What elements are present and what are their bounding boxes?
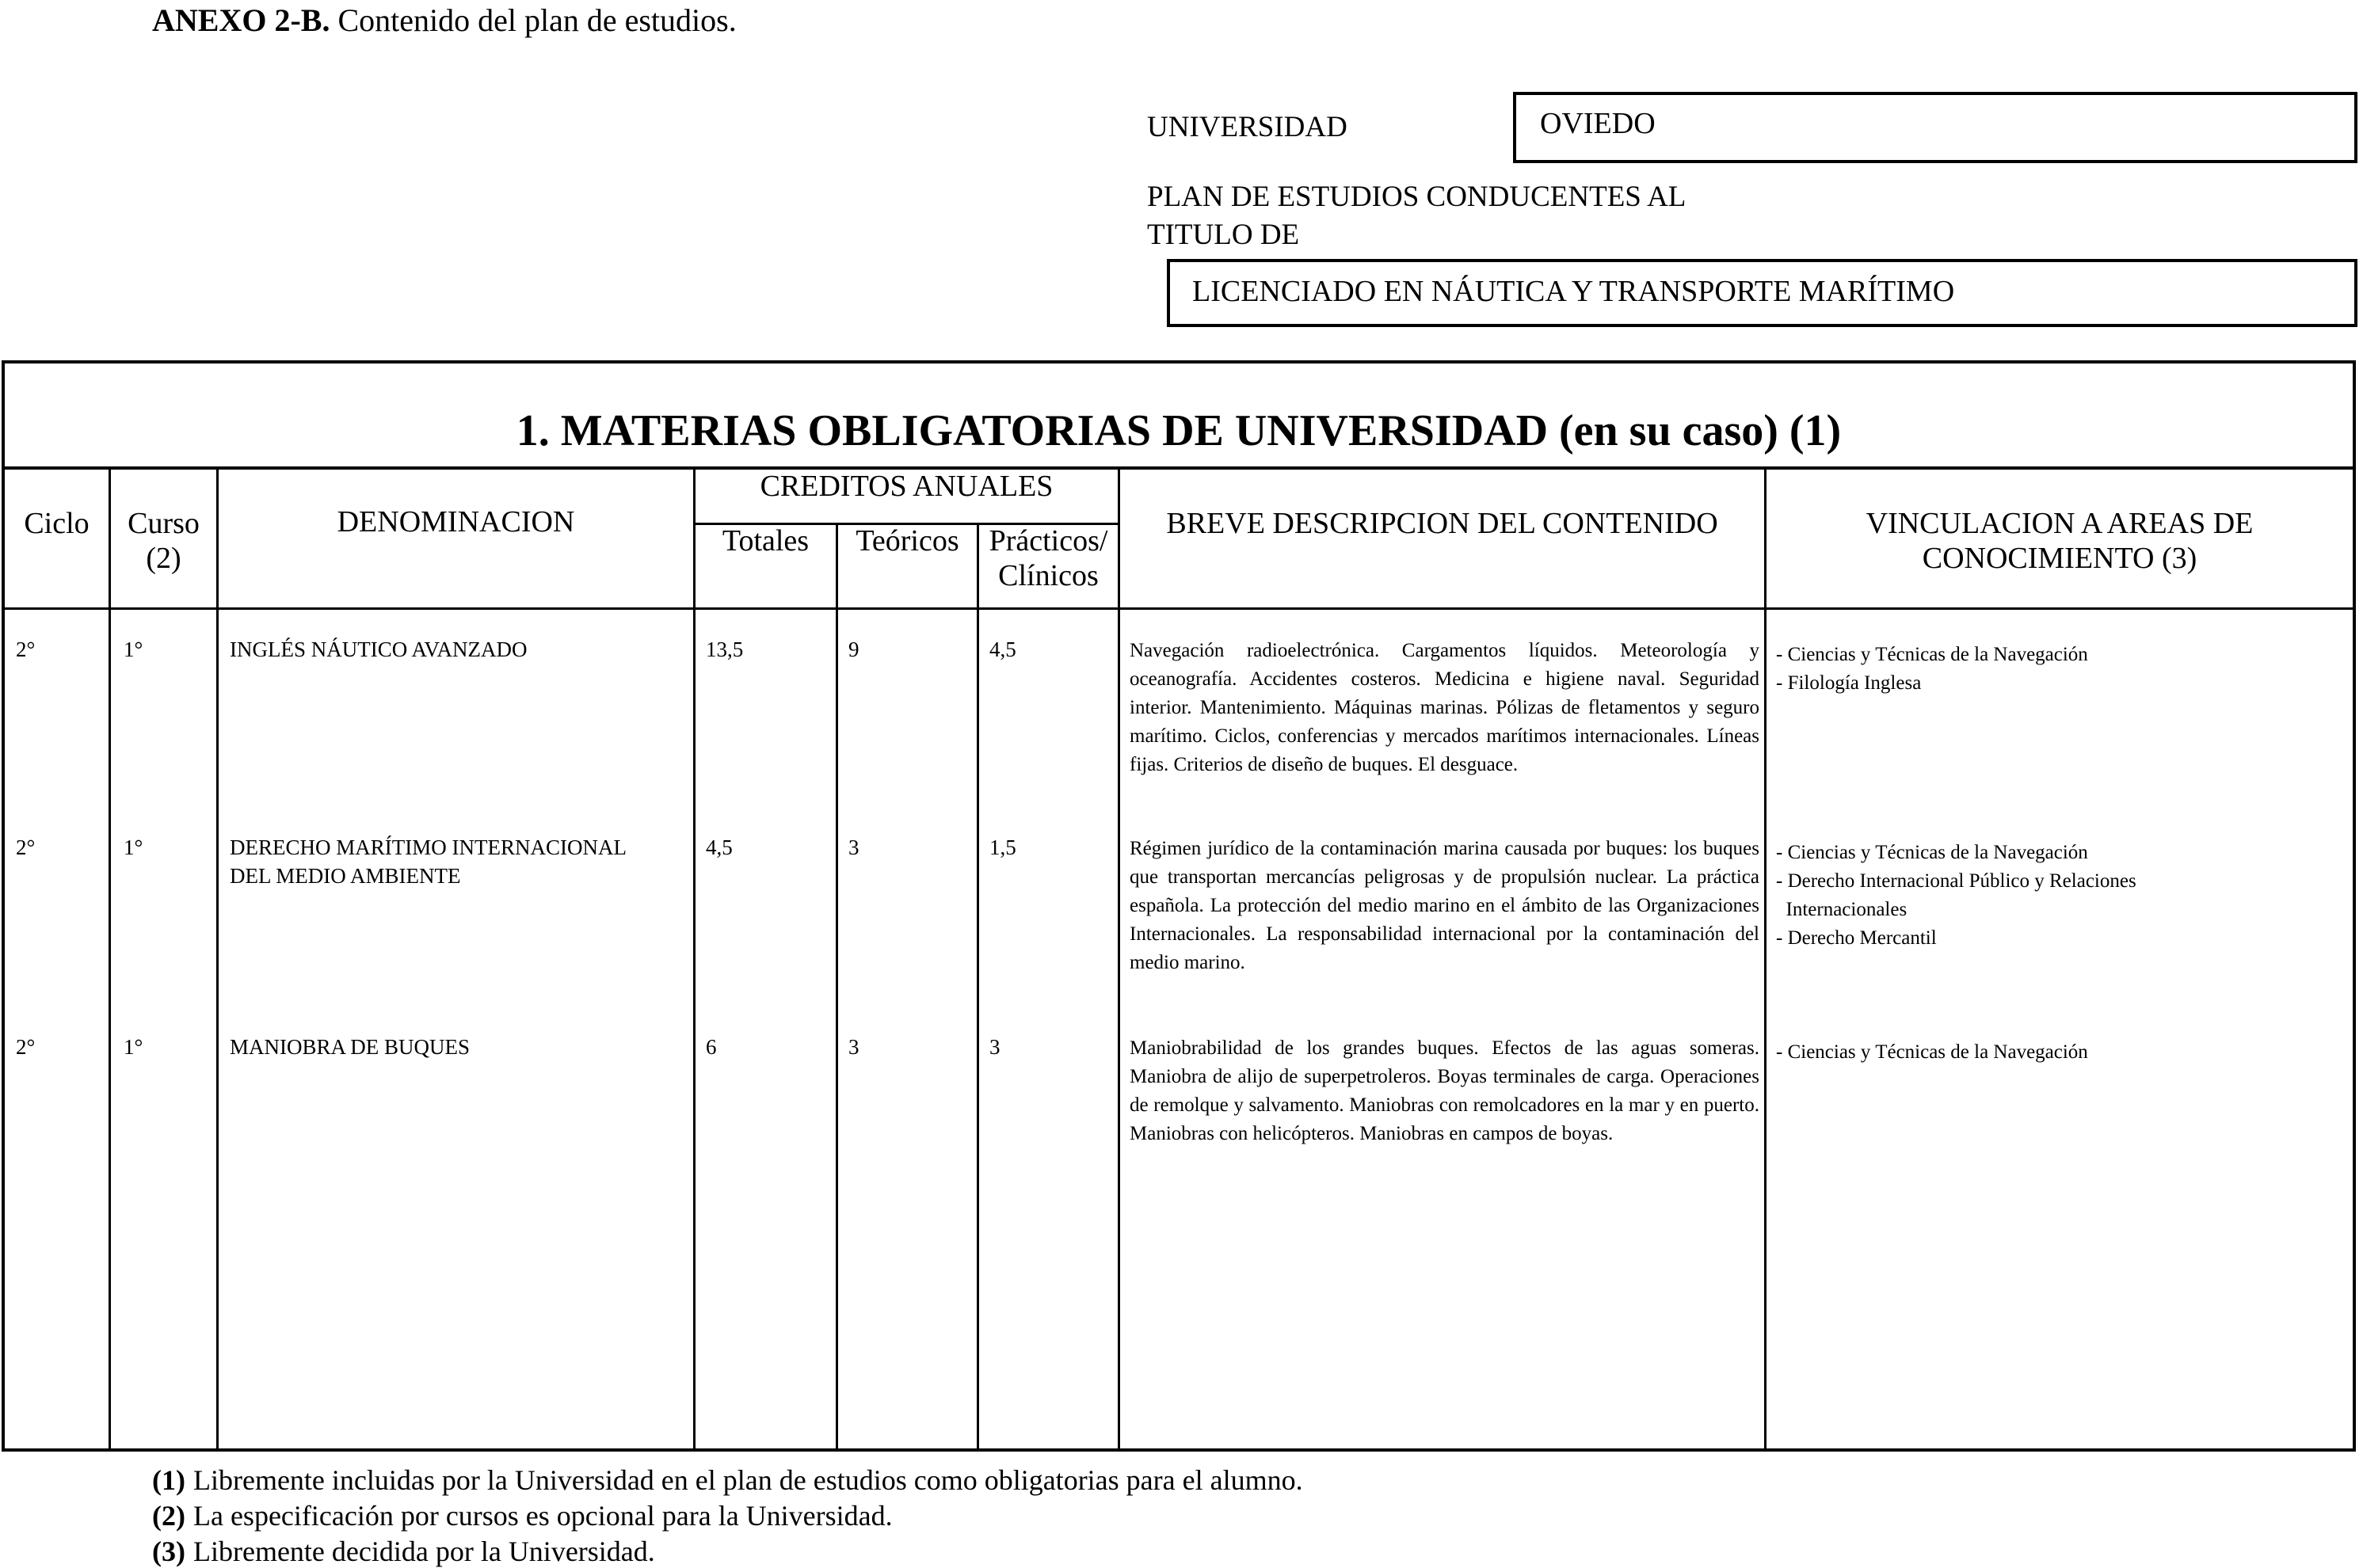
cell-denominacion: MANIOBRA DE BUQUES [230,1035,471,1059]
annex-number: ANEXO 2-B. [152,2,330,38]
area-item: - Ciencias y Técnicas de la Navegación [1776,1041,2088,1063]
cell-denominacion: INGLÉS NÁUTICO AVANZADO [230,637,528,661]
degree-title-box [1167,259,2357,327]
col-descripcion: BREVE DESCRIPCION DEL CONTENIDO [1166,507,1718,540]
col-ciclo: Ciclo [24,507,90,540]
col-divider-4 [836,525,838,1452]
cell-teoricos: 9 [848,637,859,661]
col-divider-7 [1764,470,1767,1452]
cell-practicos: 1,5 [989,835,1016,859]
cell-curso: 1° [124,637,143,661]
footnote-1 [152,1463,1303,1497]
cell-totales: 4,5 [706,835,733,859]
area-item: - Filología Inglesa [1776,672,1922,694]
cell-descripcion: Maniobrabilidad de los grandes buques. Efectos de las aguas someras. Maniobra de alijo de superpetroleros. Boyas terminales de carga. Operaciones de remolque y salvamento. Maniobras con remolcadores en la mar y en puerto. Maniobras con helicópteros. Maniobras en campos de boyas. [1130,1037,1759,1144]
cell-teoricos: 3 [848,835,859,859]
header-bottom-rule [5,607,2353,610]
area-item: Internacionales [1776,899,1908,920]
cell-denominacion-line2: DEL MEDIO AMBIENTE [230,864,461,888]
col-practicos-line1: Prácticos/ [989,524,1108,558]
col-vinculacion-line2: CONOCIMIENTO (3) [1922,542,2197,575]
area-item: - Derecho Mercantil [1776,927,1937,949]
col-divider-3 [693,470,696,1452]
section-title: 1. MATERIAS OBLIGATORIAS DE UNIVERSIDAD (en su caso) (1) [5,363,2353,470]
cell-totales: 13,5 [706,637,744,661]
footnote-text: La especificación por cursos es opcional para la Universidad. [192,1500,893,1532]
cell-areas [1776,641,2220,698]
col-teoricos: Teóricos [856,524,959,558]
col-curso-line2: (2) [146,542,181,575]
cell-curso: 1° [124,1035,143,1059]
cell-ciclo: 2° [16,1035,36,1059]
cell-practicos: 4,5 [989,637,1016,661]
col-divider-6 [1118,470,1120,1452]
col-denominacion: DENOMINACION [337,505,575,539]
university-box [1513,92,2357,163]
cell-totales: 6 [706,1035,717,1059]
cell-practicos: 3 [989,1035,1000,1059]
footnote-mark: (2) [152,1500,185,1532]
footnote-mark: (1) [152,1464,185,1496]
degree-title: LICENCIADO EN NÁUTICA Y TRANSPORTE MARÍTIMO [1192,275,1955,308]
area-item: - Ciencias y Técnicas de la Navegación [1776,644,2088,665]
plan-label-line2: TITULO DE [1147,219,1300,251]
footnote-mark: (3) [152,1536,185,1567]
col-curso-line1: Curso [128,507,200,540]
cell-areas [1776,1038,2220,1067]
footnote-3 [152,1535,655,1568]
cell-teoricos: 3 [848,1035,859,1059]
cell-curso: 1° [124,835,143,859]
cell-descripcion: Régimen jurídico de la contaminación marina causada por buques: los buques que transportan mercancías peligrosas y de propulsión nuclear. La práctica española. La protección del medio marino en el ámbito de las Organizaciones Internacionales. La responsabilidad internacional por la contaminación del medio marino. [1130,838,1759,973]
plan-label-line1: PLAN DE ESTUDIOS CONDUCENTES AL [1147,181,1686,213]
cell-denominacion-line1: DERECHO MARÍTIMO INTERNACIONAL [230,835,627,859]
annex-subtitle: Contenido del plan de estudios. [337,2,737,38]
university-label: UNIVERSIDAD [1147,111,1347,143]
footnote-text: Libremente incluidas por la Universidad en el plan de estudios como obligatorias para el alumno. [192,1464,1303,1496]
col-divider-5 [977,525,979,1452]
area-item: - Derecho Internacional Público y Relaciones [1776,870,2136,892]
cell-ciclo: 2° [16,835,36,859]
col-divider-1 [109,470,111,1452]
footnote-2 [152,1499,893,1532]
col-divider-2 [216,470,219,1452]
university-value: OVIEDO [1540,107,1656,140]
footnote-text: Libremente decidida por la Universidad. [192,1536,655,1567]
col-creditos: CREDITOS ANUALES [760,470,1054,503]
col-vinculacion-line1: VINCULACION A AREAS DE [1866,507,2254,540]
area-item: - Ciencias y Técnicas de la Navegación [1776,842,2088,863]
col-practicos-line2: Clínicos [998,559,1099,592]
cell-descripcion: Navegación radioelectrónica. Cargamentos líquidos. Meteorología y oceanografía. Accidentes costeros. Medicina e higiene naval. Seguridad interior. Mantenimiento. Máquinas marinas. Pólizas de fletamentos y seguro marítimo. Ciclos, conferencias y mercados marítimos internacionales. Líneas fijas. Criterios de diseño de buques. El desguace. [1130,640,1759,775]
col-totales: Totales [722,524,810,558]
cell-areas [1776,839,2220,953]
subjects-table [2,360,2356,1452]
annex-heading [152,2,737,39]
cell-ciclo: 2° [16,637,36,661]
